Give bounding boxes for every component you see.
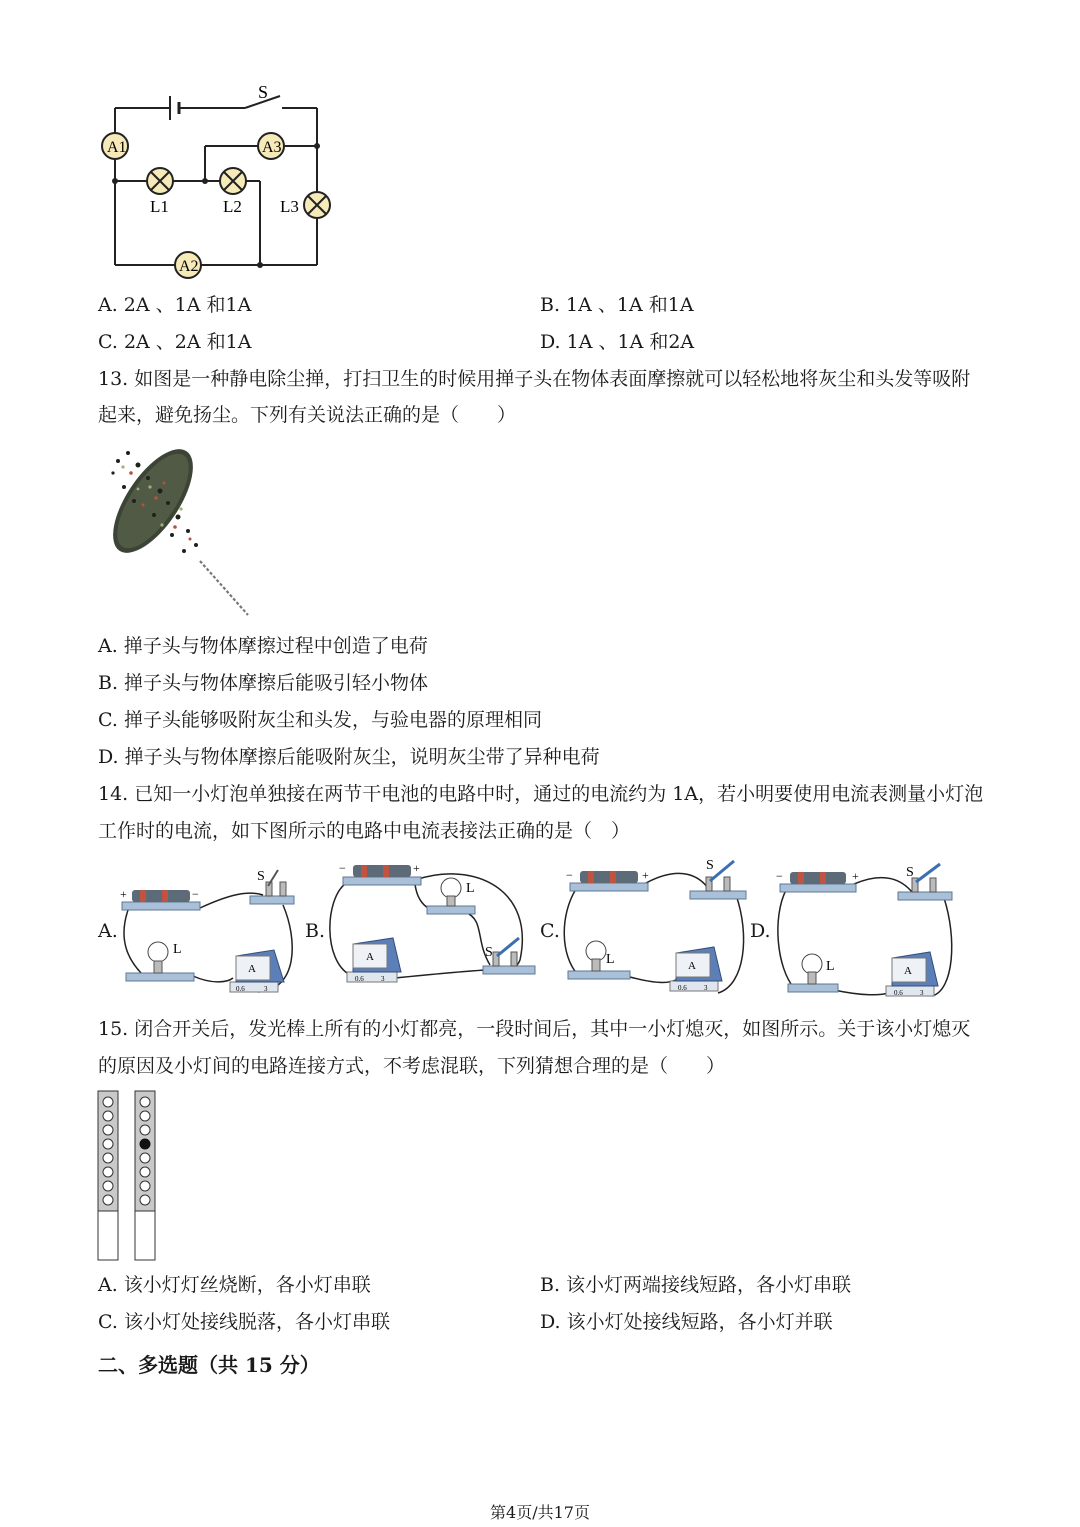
q15-option-c[interactable]: C. 该小灯处接线脱落，各小灯串联 bbox=[98, 1311, 390, 1333]
svg-text:S: S bbox=[485, 945, 493, 960]
svg-text:3: 3 bbox=[381, 975, 385, 983]
svg-text:L2: L2 bbox=[223, 197, 242, 216]
light-sticks-figure bbox=[96, 1090, 166, 1262]
lamp-icon bbox=[788, 954, 838, 992]
svg-text:+: + bbox=[852, 869, 859, 883]
svg-text:L: L bbox=[606, 952, 615, 967]
battery-icon bbox=[776, 869, 859, 892]
switch-s-label: S bbox=[258, 82, 269, 102]
svg-text:L: L bbox=[466, 881, 475, 896]
light-stick-left bbox=[98, 1091, 118, 1260]
ammeter-icon bbox=[230, 950, 284, 993]
svg-text:−: − bbox=[192, 887, 199, 901]
svg-text:3: 3 bbox=[704, 984, 708, 992]
electrostatic-duster-image bbox=[98, 443, 263, 623]
lamp-l3-symbol bbox=[280, 192, 330, 218]
ammeter-a1-symbol bbox=[102, 133, 128, 159]
q14-figure-d[interactable] bbox=[772, 858, 957, 1000]
q14-stem-line1: 14. 已知一小灯泡单独接在两节干电池的电路中时，通过的电流约为 1A，若小明要使用电流表测量小灯泡 bbox=[98, 783, 984, 805]
q14-figure-b-label[interactable]: B. bbox=[305, 920, 326, 942]
q14-figure-a-label[interactable]: A. bbox=[98, 920, 118, 942]
svg-text:A2: A2 bbox=[179, 258, 199, 275]
page-number-footer: 第4页/共17页 bbox=[490, 1503, 590, 1522]
svg-text:A: A bbox=[366, 951, 374, 963]
svg-text:L: L bbox=[173, 942, 182, 957]
svg-text:+: + bbox=[120, 887, 127, 901]
ammeter-icon bbox=[670, 947, 722, 992]
svg-text:A: A bbox=[904, 965, 912, 977]
q15-option-a[interactable]: A. 该小灯灯丝烧断，各小灯串联 bbox=[98, 1274, 371, 1296]
svg-text:A: A bbox=[248, 963, 256, 975]
q14-figure-c-label[interactable]: C. bbox=[540, 920, 560, 942]
q12-option-c[interactable]: C. 2A 、2A 和1A bbox=[98, 331, 252, 353]
q12-circuit-diagram bbox=[90, 78, 350, 283]
svg-text:−: − bbox=[776, 869, 783, 883]
lamp-l1-symbol bbox=[147, 168, 173, 216]
svg-text:+: + bbox=[642, 868, 649, 882]
q15-stem-line1: 15. 闭合开关后，发光棒上所有的小灯都亮，一段时间后，其中一小灯熄灭，如图所示。关于该小灯熄灭 bbox=[98, 1018, 971, 1040]
switch-icon bbox=[483, 938, 535, 974]
lamp-icon bbox=[126, 942, 194, 981]
lamp-icon bbox=[568, 941, 630, 979]
svg-text:−: − bbox=[339, 861, 346, 875]
svg-text:A3: A3 bbox=[262, 139, 282, 156]
q13-option-d[interactable]: D. 掸子头与物体摩擦后能吸附灰尘，说明灰尘带了异种电荷 bbox=[98, 746, 600, 768]
q13-stem-line1: 13. 如图是一种静电除尘掸，打扫卫生的时候用掸子头在物体表面摩擦就可以轻松地将灰尘和头发等吸附 bbox=[98, 368, 971, 390]
extinguished-lamp-dot bbox=[140, 1139, 150, 1149]
switch-icon bbox=[250, 869, 294, 904]
section-2-heading: 二、多选题（共 15 分） bbox=[98, 1353, 320, 1377]
svg-text:L: L bbox=[826, 959, 835, 974]
ammeter-icon bbox=[347, 938, 401, 983]
svg-text:A: A bbox=[688, 960, 696, 972]
q12-option-b[interactable]: B. 1A 、1A 和1A bbox=[540, 294, 694, 316]
svg-text:0.6: 0.6 bbox=[678, 984, 687, 992]
q14-stem-line2: 工作时的电流，如下图所示的电路中电流表接法正确的是（ ） bbox=[98, 820, 631, 842]
q13-option-b[interactable]: B. 掸子头与物体摩擦后能吸引轻小物体 bbox=[98, 672, 429, 694]
q14-figure-a[interactable] bbox=[118, 860, 298, 1000]
svg-text:S: S bbox=[257, 869, 265, 884]
q15-option-b[interactable]: B. 该小灯两端接线短路，各小灯串联 bbox=[540, 1274, 852, 1296]
svg-text:S: S bbox=[906, 865, 914, 880]
switch-icon bbox=[898, 864, 952, 900]
svg-text:L3: L3 bbox=[280, 197, 299, 216]
light-stick-right bbox=[135, 1091, 155, 1260]
q13-stem-line2: 起来，避免扬尘。下列有关说法正确的是（ ） bbox=[98, 404, 517, 426]
q12-option-a[interactable]: A. 2A 、1A 和1A bbox=[98, 294, 252, 316]
ammeter-icon bbox=[886, 952, 938, 997]
q14-figure-d-label[interactable]: D. bbox=[750, 920, 771, 942]
svg-text:A1: A1 bbox=[107, 139, 127, 156]
lamp-icon bbox=[427, 878, 475, 914]
q15-option-d[interactable]: D. 该小灯处接线短路，各小灯并联 bbox=[540, 1311, 833, 1333]
svg-text:3: 3 bbox=[264, 985, 268, 993]
q13-option-c[interactable]: C. 掸子头能够吸附灰尘和头发，与验电器的原理相同 bbox=[98, 709, 542, 731]
svg-text:0.6: 0.6 bbox=[355, 975, 364, 983]
q12-option-d[interactable]: D. 1A 、1A 和2A bbox=[540, 331, 695, 353]
q15-stem-line2: 的原因及小灯间的电路连接方式，不考虑混联，下列猜想合理的是（ ） bbox=[98, 1055, 726, 1077]
svg-text:+: + bbox=[413, 861, 420, 875]
q14-figure-b[interactable] bbox=[325, 860, 540, 1000]
q14-figure-c[interactable] bbox=[560, 855, 750, 1000]
q13-option-a[interactable]: A. 掸子头与物体摩擦过程中创造了电荷 bbox=[98, 635, 428, 657]
ammeter-a3-symbol bbox=[258, 133, 284, 159]
battery-icon bbox=[339, 861, 421, 885]
battery-icon bbox=[566, 868, 649, 891]
svg-text:0.6: 0.6 bbox=[894, 989, 903, 997]
battery-icon bbox=[120, 887, 200, 910]
lamp-l2-symbol bbox=[220, 168, 246, 216]
svg-text:−: − bbox=[566, 868, 573, 882]
svg-text:0.6: 0.6 bbox=[236, 985, 245, 993]
svg-text:S: S bbox=[706, 858, 714, 873]
ammeter-a2-symbol bbox=[175, 252, 201, 278]
svg-text:3: 3 bbox=[920, 989, 924, 997]
svg-text:L1: L1 bbox=[150, 197, 169, 216]
